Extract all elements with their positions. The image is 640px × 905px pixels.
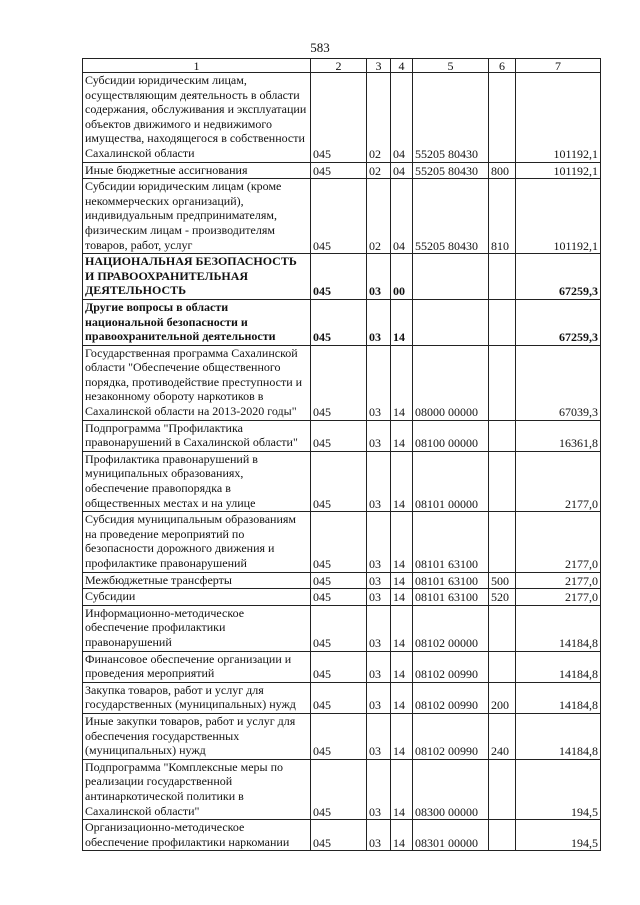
department-code: 045 [311, 345, 367, 420]
section-code: 03 [367, 572, 391, 589]
department-code: 045 [311, 179, 367, 254]
subsection-code: 14 [391, 420, 413, 451]
table-row [83, 682, 601, 713]
department-code: 045 [311, 254, 367, 300]
section-code: 02 [367, 162, 391, 179]
subsection-code: 14 [391, 820, 413, 851]
section-code: 02 [367, 73, 391, 163]
column-header: 1 [83, 59, 311, 73]
department-code: 045 [311, 759, 367, 819]
section-code: 03 [367, 254, 391, 300]
item-name: Субсидии юридическим лицам, осуществляющим деятельность в области содержания, обслуживания и эксплуатации объектов движимого и недвижимого имущества, находящегося в собственности Сахалинской области [83, 73, 311, 163]
target-code: 08101 00000 [413, 451, 489, 511]
item-name: Закупка товаров, работ и услуг для государственных (муниципальных) нужд [83, 682, 311, 713]
column-header: 7 [516, 59, 601, 73]
department-code: 045 [311, 682, 367, 713]
item-name: Субсидия муниципальным образованиям на проведение мероприятий по безопасности дорожного движения и профилактике правонарушений [83, 512, 311, 572]
target-code: 08300 00000 [413, 759, 489, 819]
item-name: Профилактика правонарушений в муниципальных образованиях, обеспечение правопорядка в общественных местах и на улице [83, 451, 311, 511]
table-row [83, 179, 601, 254]
subsection-code: 04 [391, 179, 413, 254]
subsection-code: 14 [391, 572, 413, 589]
expense-type-code [489, 651, 516, 682]
amount: 101192,1 [516, 162, 601, 179]
expense-type-code [489, 759, 516, 819]
table-row [83, 589, 601, 606]
section-code: 03 [367, 299, 391, 345]
department-code: 045 [311, 713, 367, 759]
amount: 101192,1 [516, 73, 601, 163]
column-header: 3 [367, 59, 391, 73]
table-row [83, 345, 601, 420]
target-code: 55205 80430 [413, 162, 489, 179]
expense-type-code [489, 820, 516, 851]
expense-type-code [489, 345, 516, 420]
column-header: 5 [413, 59, 489, 73]
amount: 14184,8 [516, 713, 601, 759]
subsection-code: 14 [391, 512, 413, 572]
department-code: 045 [311, 73, 367, 163]
subsection-code: 14 [391, 759, 413, 819]
amount: 2177,0 [516, 572, 601, 589]
target-code: 08101 63100 [413, 589, 489, 606]
department-code: 045 [311, 451, 367, 511]
table-row [83, 512, 601, 572]
expense-type-code: 500 [489, 572, 516, 589]
amount: 101192,1 [516, 179, 601, 254]
item-name: Другие вопросы в области национальной безопасности и правоохранительной деятельности [83, 299, 311, 345]
item-name: Государственная программа Сахалинской области "Обеспечение общественного порядка, противодействие преступности и незаконному обороту наркотиков в Сахалинской области на 2013-2020 годы" [83, 345, 311, 420]
department-code: 045 [311, 299, 367, 345]
target-code: 08102 00990 [413, 713, 489, 759]
expense-type-code [489, 73, 516, 163]
section-code: 02 [367, 179, 391, 254]
expense-type-code [489, 605, 516, 651]
section-code: 03 [367, 682, 391, 713]
expense-type-code: 200 [489, 682, 516, 713]
item-name: НАЦИОНАЛЬНАЯ БЕЗОПАСНОСТЬ И ПРАВООХРАНИТЕЛЬНАЯ ДЕЯТЕЛЬНОСТЬ [83, 254, 311, 300]
expense-type-code: 810 [489, 179, 516, 254]
amount: 194,5 [516, 759, 601, 819]
subsection-code: 04 [391, 73, 413, 163]
department-code: 045 [311, 512, 367, 572]
subsection-code: 14 [391, 299, 413, 345]
department-code: 045 [311, 605, 367, 651]
expense-type-code [489, 420, 516, 451]
subsection-code: 14 [391, 345, 413, 420]
amount: 14184,8 [516, 605, 601, 651]
page-number: 583 [310, 40, 330, 55]
section-code: 03 [367, 759, 391, 819]
department-code: 045 [311, 651, 367, 682]
department-code: 045 [311, 572, 367, 589]
table-row [83, 451, 601, 511]
table-row [83, 299, 601, 345]
table-row [83, 713, 601, 759]
subsection-code: 00 [391, 254, 413, 300]
section-code: 03 [367, 451, 391, 511]
subsection-code: 14 [391, 682, 413, 713]
amount: 14184,8 [516, 682, 601, 713]
table-row [83, 651, 601, 682]
target-code: 08102 00990 [413, 682, 489, 713]
amount: 16361,8 [516, 420, 601, 451]
target-code: 08102 00990 [413, 651, 489, 682]
expense-type-code: 520 [489, 589, 516, 606]
subsection-code: 14 [391, 605, 413, 651]
amount: 194,5 [516, 820, 601, 851]
expense-type-code [489, 451, 516, 511]
table-row [83, 73, 601, 163]
department-code: 045 [311, 589, 367, 606]
subsection-code: 14 [391, 651, 413, 682]
department-code: 045 [311, 162, 367, 179]
subsection-code: 14 [391, 451, 413, 511]
target-code: 55205 80430 [413, 73, 489, 163]
expense-type-code [489, 254, 516, 300]
section-code: 03 [367, 605, 391, 651]
expense-type-code [489, 512, 516, 572]
table-row [83, 420, 601, 451]
section-code: 03 [367, 820, 391, 851]
target-code: 08301 00000 [413, 820, 489, 851]
item-name: Иные закупки товаров, работ и услуг для обеспечения государственных (муниципальных) нужд [83, 713, 311, 759]
table-row [83, 162, 601, 179]
table-row [83, 605, 601, 651]
section-code: 03 [367, 512, 391, 572]
target-code: 08100 00000 [413, 420, 489, 451]
amount: 67259,3 [516, 254, 601, 300]
subsection-code: 04 [391, 162, 413, 179]
table-row [83, 759, 601, 819]
amount: 2177,0 [516, 512, 601, 572]
amount: 67259,3 [516, 299, 601, 345]
item-name: Подпрограмма "Профилактика правонарушений в Сахалинской области" [83, 420, 311, 451]
item-name: Иные бюджетные ассигнования [83, 162, 311, 179]
department-code: 045 [311, 420, 367, 451]
table-row [83, 820, 601, 851]
item-name: Субсидии [83, 589, 311, 606]
item-name: Организационно-методическое обеспечение профилактики наркомании [83, 820, 311, 851]
amount: 2177,0 [516, 589, 601, 606]
table-row [83, 254, 601, 300]
column-header: 2 [311, 59, 367, 73]
item-name: Межбюджетные трансферты [83, 572, 311, 589]
expense-type-code: 800 [489, 162, 516, 179]
amount: 67039,3 [516, 345, 601, 420]
item-name: Субсидии юридическим лицам (кроме некоммерческих организаций), индивидуальным предпринимателям, физическим лицам - производителям товаров, работ, услуг [83, 179, 311, 254]
item-name: Финансовое обеспечение организации и проведения мероприятий [83, 651, 311, 682]
department-code: 045 [311, 820, 367, 851]
subsection-code: 14 [391, 713, 413, 759]
amount: 2177,0 [516, 451, 601, 511]
table-header-row [83, 59, 601, 73]
section-code: 03 [367, 345, 391, 420]
budget-table [82, 58, 601, 851]
column-header: 6 [489, 59, 516, 73]
table-row [83, 572, 601, 589]
target-code: 08101 63100 [413, 572, 489, 589]
amount: 14184,8 [516, 651, 601, 682]
target-code: 08102 00000 [413, 605, 489, 651]
subsection-code: 14 [391, 589, 413, 606]
item-name: Подпрограмма "Комплексные меры по реализации государственной антинаркотической политики в Сахалинской области" [83, 759, 311, 819]
expense-type-code: 240 [489, 713, 516, 759]
target-code: 08101 63100 [413, 512, 489, 572]
section-code: 03 [367, 589, 391, 606]
column-header: 4 [391, 59, 413, 73]
section-code: 03 [367, 420, 391, 451]
item-name: Информационно-методическое обеспечение профилактики правонарушений [83, 605, 311, 651]
section-code: 03 [367, 651, 391, 682]
target-code: 08000 00000 [413, 345, 489, 420]
target-code: 55205 80430 [413, 179, 489, 254]
section-code: 03 [367, 713, 391, 759]
target-code [413, 299, 489, 345]
expense-type-code [489, 299, 516, 345]
target-code [413, 254, 489, 300]
